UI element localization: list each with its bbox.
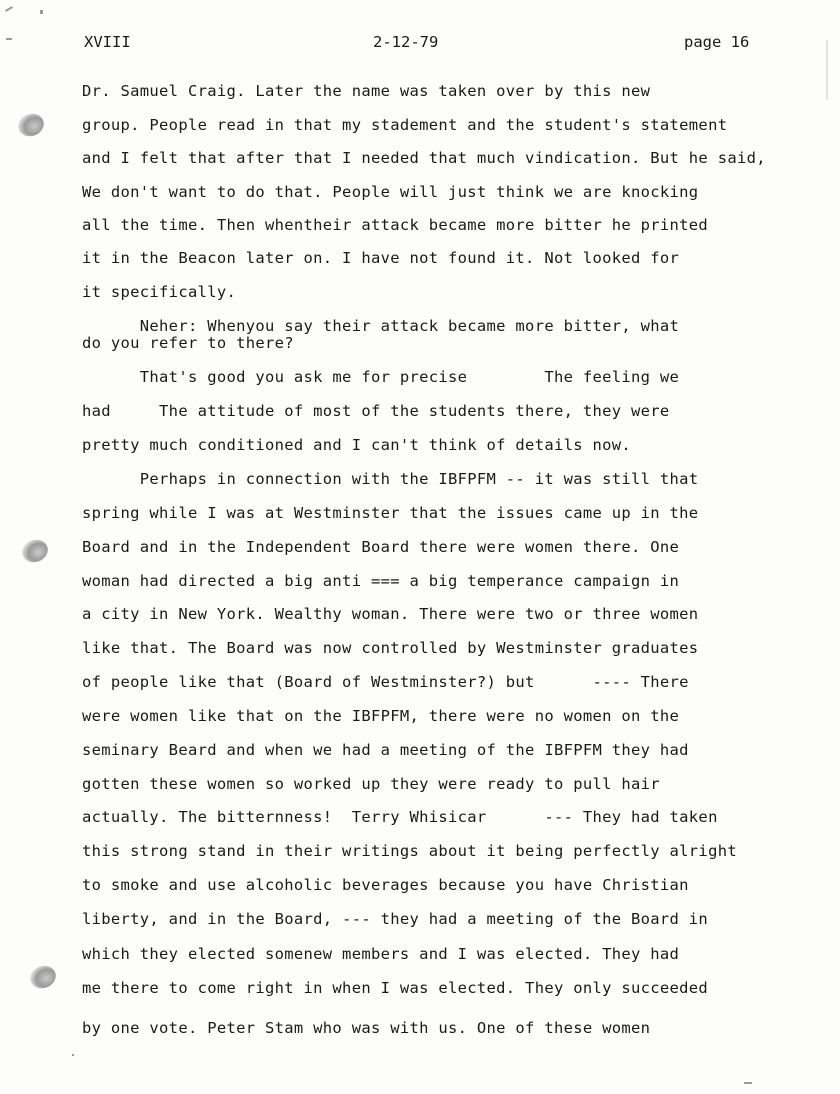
scan-speck xyxy=(826,40,828,100)
text-line: We don't want to do that. People will just think we are knocking xyxy=(82,183,699,201)
page-number: page 16 xyxy=(684,33,750,51)
scan-speck xyxy=(40,10,43,14)
scan-speck xyxy=(6,38,12,40)
text-line: liberty, and in the Board, --- they had a meeting of the Board in xyxy=(82,910,709,928)
text-line: Neher: Whenyou say their attack became more bitter, what xyxy=(82,317,680,335)
text-line: were women like that on the IBFPFM, there were no women on the xyxy=(82,707,680,725)
text-line: this strong stand in their writings about it being perfectly alright xyxy=(82,842,737,860)
scan-speck xyxy=(5,6,13,12)
text-line: group. People read in that my stadement and the student's statement xyxy=(82,116,728,134)
punch-hole xyxy=(27,962,59,992)
text-line: it specifically. xyxy=(82,283,237,301)
text-line: Perhaps in connection with the IBFPFM -- it was still that xyxy=(82,470,699,488)
text-line: Dr. Samuel Craig. Later the name was taken over by this new xyxy=(82,82,651,100)
text-line: me there to come right in when I was elected. They only succeeded xyxy=(82,979,709,997)
scan-speck xyxy=(744,1082,752,1084)
text-line: a city in New York. Wealthy woman. There were two or three women xyxy=(82,605,699,623)
text-line: seminary Beard and when we had a meeting of the IBFPFM they had xyxy=(82,741,689,759)
scan-speck xyxy=(72,1054,74,1056)
document-date: 2-12-79 xyxy=(373,33,439,51)
punch-hole xyxy=(19,536,51,566)
text-line: it in the Beacon later on. I have not found it. Not looked for xyxy=(82,249,680,267)
text-line: by one vote. Peter Stam who was with us. One of these women xyxy=(82,1019,651,1037)
text-line: gotten these women so worked up they were ready to pull hair xyxy=(82,775,660,793)
text-line: pretty much conditioned and I can't think of details now. xyxy=(82,436,632,454)
chapter-number: XVIII xyxy=(84,33,131,51)
punch-hole xyxy=(15,110,47,140)
text-line: actually. The bitternness! Terry Whisicar --- They had taken xyxy=(82,808,718,826)
text-line: Board and in the Independent Board there were women there. One xyxy=(82,538,680,556)
text-line: which they elected somenew members and I was elected. They had xyxy=(82,945,680,963)
text-line: That's good you ask me for precise The feeling we xyxy=(82,368,680,386)
text-line: of people like that (Board of Westminster?) but ---- There xyxy=(82,673,689,691)
text-line: do you refer to there? xyxy=(82,334,294,352)
text-line: to smoke and use alcoholic beverages because you have Christian xyxy=(82,876,689,894)
text-line: had The attitude of most of the students there, they were xyxy=(82,402,670,420)
text-line: like that. The Board was now controlled by Westminster graduates xyxy=(82,639,699,657)
text-line: and I felt that after that I needed that much vindication. But he said, xyxy=(82,149,766,167)
text-line: woman had directed a big anti === a big temperance campaign in xyxy=(82,572,680,590)
text-line: spring while I was at Westminster that the issues came up in the xyxy=(82,504,699,522)
text-line: all the time. Then whentheir attack became more bitter he printed xyxy=(82,216,709,234)
